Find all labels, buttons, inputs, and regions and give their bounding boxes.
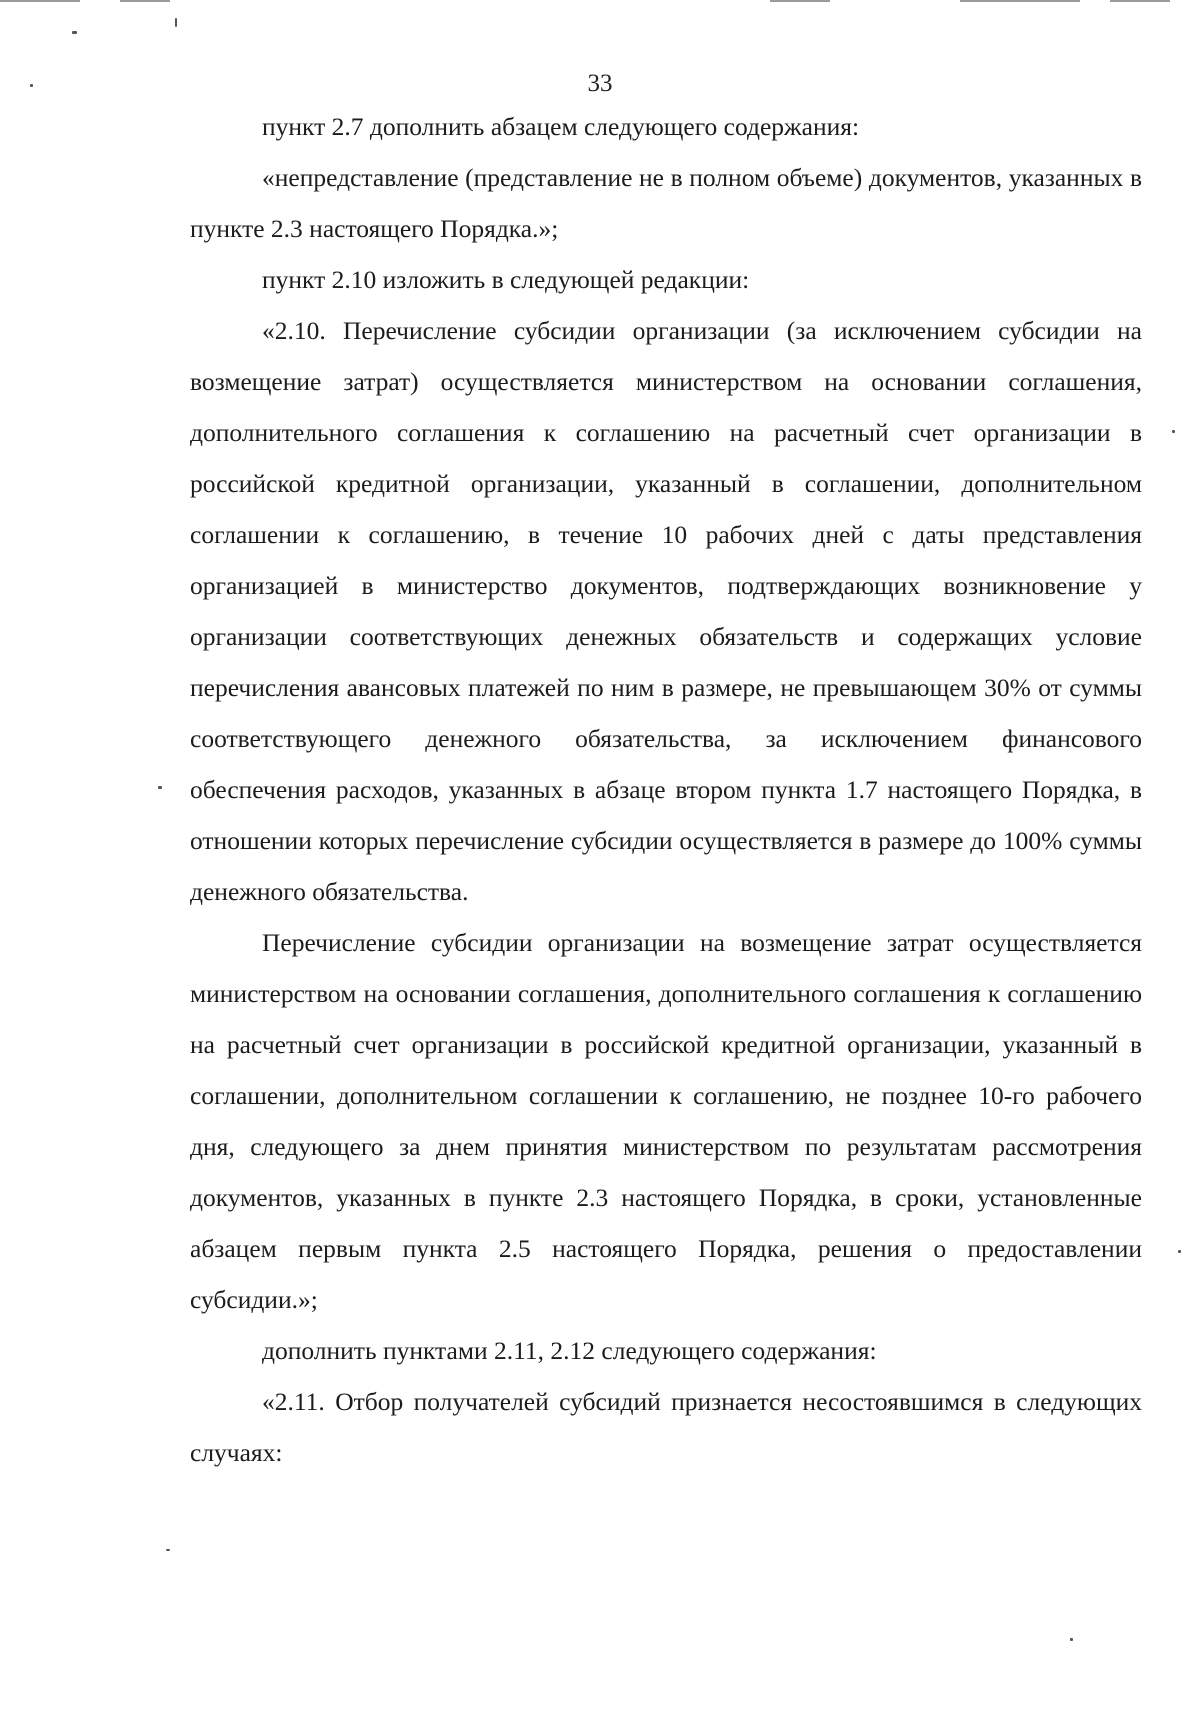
scan-artifact <box>0 0 80 2</box>
document-body <box>190 101 1142 1478</box>
scan-artifact <box>166 1549 170 1551</box>
paragraph: «непредставление (представление не в полном объеме) документов, указанных в пункте 2.3 настоящего Порядка.»; <box>190 163 1142 243</box>
paragraph: пункт 2.10 изложить в следующей редакции: <box>262 265 750 294</box>
scan-artifact <box>72 31 77 34</box>
scan-artifact <box>960 0 1080 2</box>
scan-artifact <box>120 0 170 2</box>
scan-artifact <box>158 786 162 789</box>
scan-artifact <box>175 18 177 27</box>
paragraph: «2.10. Перечисление субсидии организации (за исключением субсидии на возмещение затрат) осуществляется министерством на основании соглашения, дополнительного соглашения к соглашению на расчетный счет организации в российской кредитной организации, указанный в соглашении, дополнительном соглашении к соглашению, в течение 10 рабочих дней с даты представления организацией в министерство документов, подтверждающих возникновение у организации соответствующих денежных обязательств и содержащих условие перечисления авансовых платежей по ним в размере, не превышающем 30% от суммы соответствующего денежного обязательства, за исключением финансового обеспечения расходов, указанных в абзаце втором пункта 1.7 настоящего Порядка, в отношении которых перечисление субсидии осуществляется в размере до 100% суммы денежного обязательства. <box>190 316 1142 906</box>
scan-artifact <box>770 0 830 2</box>
scan-artifact <box>1070 1638 1073 1641</box>
paragraph: Перечисление субсидии организации на возмещение затрат осуществляется министерством на основании соглашения, дополнительного соглашения к соглашению на расчетный счет организации в российской кредитной организации, указанный в соглашении, дополнительном соглашении к соглашению, не позднее 10-го рабочего дня, следующего за днем принятия министерством по результатам рассмотрения документов, указанных в пункте 2.3 настоящего Порядка, в сроки, установленные абзацем первым пункта 2.5 настоящего Порядка, решения о предоставлении субсидии.»; <box>190 928 1142 1314</box>
page-number: 33 <box>587 70 613 97</box>
scan-artifact <box>1172 430 1175 433</box>
scan-artifact <box>1178 1250 1181 1253</box>
scan-artifact <box>1110 0 1170 2</box>
paragraph: «2.11. Отбор получателей субсидий признается несостоявшимся в следующих случаях: <box>190 1387 1142 1467</box>
paragraph: пункт 2.7 дополнить абзацем следующего содержания: <box>262 112 860 141</box>
paragraph: дополнить пунктами 2.11, 2.12 следующего содержания: <box>262 1336 877 1365</box>
